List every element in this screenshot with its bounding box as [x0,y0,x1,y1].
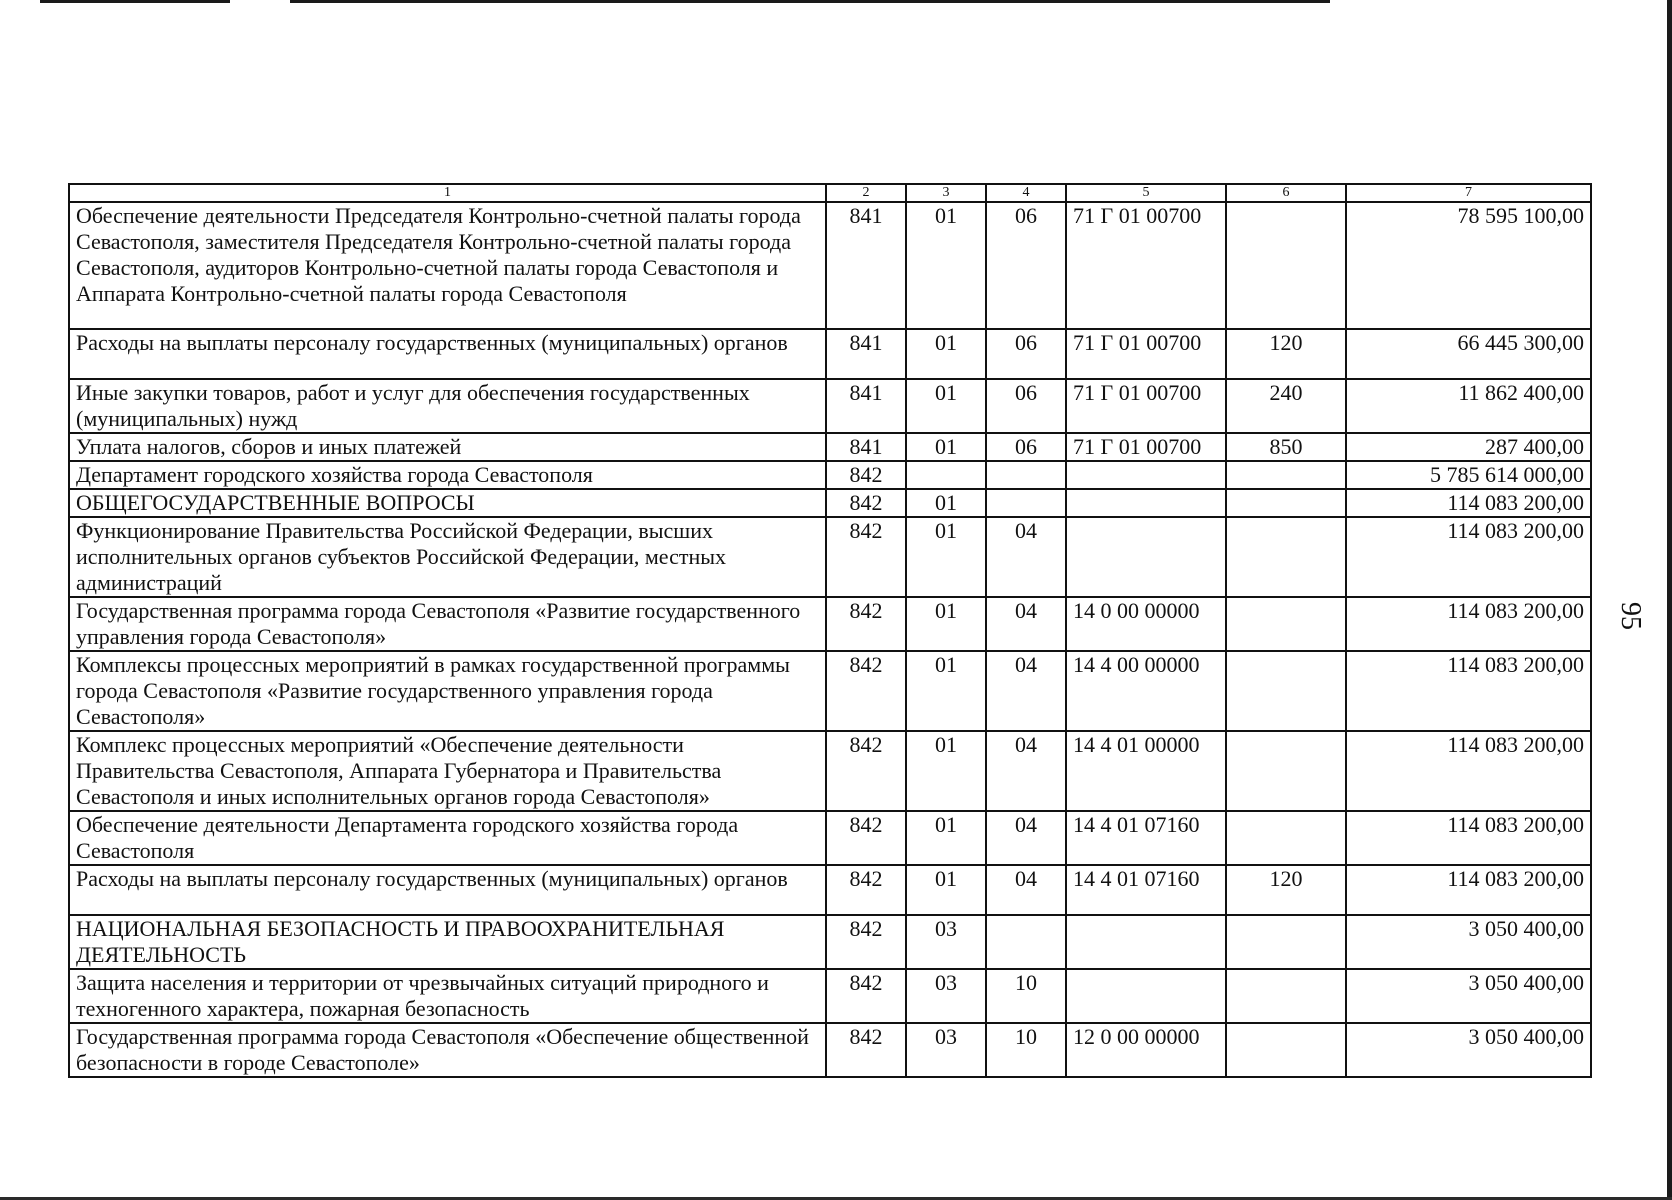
row-target-article: 14 4 01 00000 [1066,731,1226,811]
row-name: Обеспечение деятельности Председателя Контрольно-счетной палаты города Севастополя, заместителя Председателя Контрольно-счетной палаты города Севастополя, аудиторов Контрольно-счетной палаты города Севастополя и Аппарата Контрольно-счетной палаты города Севастополя [69,202,826,329]
row-ved-code: 842 [826,597,906,651]
row-amount: 114 083 200,00 [1346,517,1591,597]
row-target-article: 71 Г 01 00700 [1066,433,1226,461]
column-header-7: 7 [1346,184,1591,202]
row-amount: 3 050 400,00 [1346,1023,1591,1077]
row-section-code: 03 [906,915,986,969]
row-ved-code: 842 [826,915,906,969]
column-header-4: 4 [986,184,1066,202]
row-section-code [906,461,986,489]
row-ved-code: 842 [826,811,906,865]
table-row [69,433,1591,461]
row-section-code: 01 [906,517,986,597]
column-header-6: 6 [1226,184,1346,202]
row-section-code: 01 [906,379,986,433]
row-ved-code: 841 [826,379,906,433]
row-ved-code: 841 [826,329,906,379]
column-number-row [69,184,1591,202]
table-row [69,865,1591,915]
row-subsection-code: 06 [986,202,1066,329]
row-name: Защита населения и территории от чрезвычайных ситуаций природного и техногенного характера, пожарная безопасность [69,969,826,1023]
row-subsection-code [986,915,1066,969]
row-target-article: 14 4 01 07160 [1066,811,1226,865]
row-target-article: 71 Г 01 00700 [1066,329,1226,379]
page-number: 95 [1615,602,1646,630]
row-expense-type [1226,915,1346,969]
row-subsection-code: 04 [986,865,1066,915]
row-target-article: 71 Г 01 00700 [1066,379,1226,433]
row-name: Расходы на выплаты персоналу государственных (муниципальных) органов [69,329,826,379]
row-expense-type [1226,731,1346,811]
row-section-code: 01 [906,329,986,379]
row-ved-code: 842 [826,489,906,517]
table-row [69,731,1591,811]
row-subsection-code: 10 [986,969,1066,1023]
row-target-article: 14 0 00 00000 [1066,597,1226,651]
row-amount: 3 050 400,00 [1346,915,1591,969]
row-expense-type [1226,461,1346,489]
row-amount: 78 595 100,00 [1346,202,1591,329]
row-amount: 66 445 300,00 [1346,329,1591,379]
table-row [69,329,1591,379]
row-name: Комплексы процессных мероприятий в рамках государственной программы города Севастополя «Развитие государственного управления города Севастополя» [69,651,826,731]
row-expense-type [1226,517,1346,597]
budget-table [68,183,1592,1078]
row-section-code: 01 [906,202,986,329]
row-target-article: 14 4 00 00000 [1066,651,1226,731]
column-header-2: 2 [826,184,906,202]
row-target-article [1066,517,1226,597]
row-target-article [1066,461,1226,489]
row-amount: 3 050 400,00 [1346,969,1591,1023]
row-ved-code: 842 [826,651,906,731]
row-section-code: 01 [906,433,986,461]
table-row [69,489,1591,517]
row-amount: 114 083 200,00 [1346,597,1591,651]
table-row [69,379,1591,433]
row-target-article [1066,489,1226,517]
row-subsection-code [986,461,1066,489]
row-target-article: 12 0 00 00000 [1066,1023,1226,1077]
row-ved-code: 842 [826,969,906,1023]
row-expense-type [1226,597,1346,651]
row-section-code: 03 [906,969,986,1023]
row-name: Государственная программа города Севастополя «Обеспечение общественной безопасности в городе Севастополе» [69,1023,826,1077]
table-row [69,811,1591,865]
row-name: НАЦИОНАЛЬНАЯ БЕЗОПАСНОСТЬ И ПРАВООХРАНИТЕЛЬНАЯ ДЕЯТЕЛЬНОСТЬ [69,915,826,969]
row-ved-code: 842 [826,731,906,811]
row-section-code: 01 [906,651,986,731]
table-row [69,202,1591,329]
row-expense-type [1226,489,1346,517]
row-name: Уплата налогов, сборов и иных платежей [69,433,826,461]
table-row [69,969,1591,1023]
table-body [69,202,1591,1077]
row-ved-code: 842 [826,865,906,915]
row-expense-type: 120 [1226,865,1346,915]
scan-artifact-top [290,0,1330,3]
row-ved-code: 842 [826,461,906,489]
row-target-article: 71 Г 01 00700 [1066,202,1226,329]
row-target-article [1066,969,1226,1023]
row-ved-code: 841 [826,202,906,329]
column-header-3: 3 [906,184,986,202]
row-subsection-code [986,489,1066,517]
row-amount: 287 400,00 [1346,433,1591,461]
row-expense-type [1226,651,1346,731]
table-row [69,1023,1591,1077]
table-row [69,461,1591,489]
row-expense-type [1226,811,1346,865]
row-section-code: 01 [906,811,986,865]
table-row [69,597,1591,651]
row-subsection-code: 06 [986,329,1066,379]
row-expense-type: 240 [1226,379,1346,433]
row-amount: 114 083 200,00 [1346,731,1591,811]
row-section-code: 01 [906,865,986,915]
row-amount: 114 083 200,00 [1346,811,1591,865]
row-subsection-code: 04 [986,811,1066,865]
row-subsection-code: 04 [986,597,1066,651]
row-name: Государственная программа города Севастополя «Развитие государственного управления города Севастополя» [69,597,826,651]
row-subsection-code: 04 [986,731,1066,811]
row-name: Департамент городского хозяйства города Севастополя [69,461,826,489]
row-amount: 114 083 200,00 [1346,865,1591,915]
row-expense-type: 850 [1226,433,1346,461]
row-name: Обеспечение деятельности Департамента городского хозяйства города Севастополя [69,811,826,865]
row-section-code: 01 [906,489,986,517]
table-row [69,651,1591,731]
row-target-article: 14 4 01 07160 [1066,865,1226,915]
row-expense-type [1226,1023,1346,1077]
row-amount: 114 083 200,00 [1346,489,1591,517]
row-name: ОБЩЕГОСУДАРСТВЕННЫЕ ВОПРОСЫ [69,489,826,517]
row-subsection-code: 10 [986,1023,1066,1077]
column-header-1: 1 [69,184,826,202]
row-amount: 5 785 614 000,00 [1346,461,1591,489]
row-ved-code: 842 [826,1023,906,1077]
row-subsection-code: 06 [986,379,1066,433]
row-expense-type [1226,969,1346,1023]
row-expense-type: 120 [1226,329,1346,379]
row-subsection-code: 06 [986,433,1066,461]
row-name: Комплекс процессных мероприятий «Обеспечение деятельности Правительства Севастополя, Аппарата Губернатора и Правительства Севастополя и иных исполнительных органов города Севастополя» [69,731,826,811]
column-header-5: 5 [1066,184,1226,202]
row-target-article [1066,915,1226,969]
row-subsection-code: 04 [986,517,1066,597]
scan-artifact-right-edge [1667,0,1672,1200]
row-section-code: 01 [906,731,986,811]
row-section-code: 01 [906,597,986,651]
row-amount: 114 083 200,00 [1346,651,1591,731]
table-row [69,517,1591,597]
table-row [69,915,1591,969]
row-section-code: 03 [906,1023,986,1077]
row-expense-type [1226,202,1346,329]
row-name: Иные закупки товаров, работ и услуг для обеспечения государственных (муниципальных) нужд [69,379,826,433]
row-amount: 11 862 400,00 [1346,379,1591,433]
row-name: Расходы на выплаты персоналу государственных (муниципальных) органов [69,865,826,915]
row-subsection-code: 04 [986,651,1066,731]
row-ved-code: 841 [826,433,906,461]
row-name: Функционирование Правительства Российской Федерации, высших исполнительных органов субъектов Российской Федерации, местных администраций [69,517,826,597]
scan-artifact-top-left [40,0,230,3]
row-ved-code: 842 [826,517,906,597]
